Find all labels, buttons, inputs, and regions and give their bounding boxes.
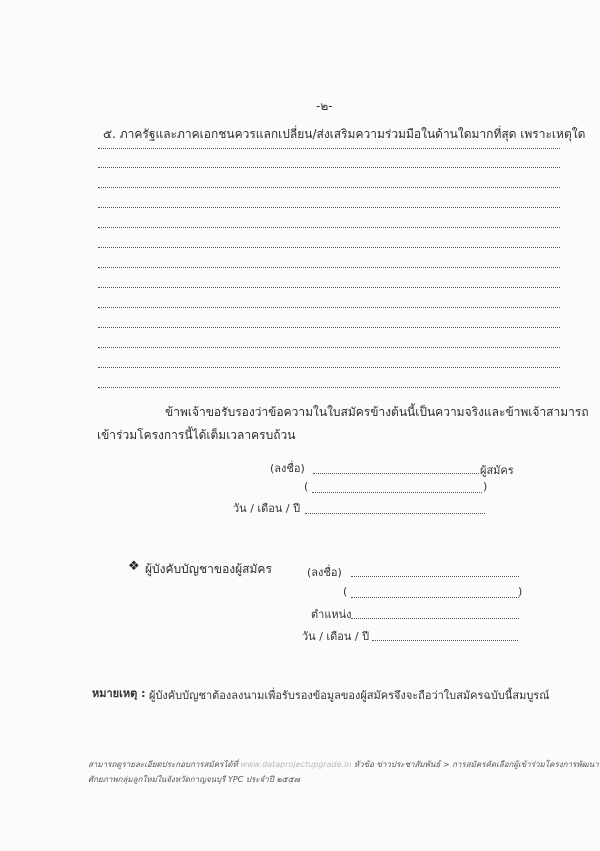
answer-line[interactable] [98, 347, 560, 348]
question-5: ๕. ภาครัฐและภาคเอกชนควรแลกเปลี่ยน/ส่งเสริมความร่วมมือในด้านใดมากที่สุด เพราะเหตุใด [103, 127, 586, 141]
supervisor-heading: ผู้บังคับบัญชาของผู้สมัคร [145, 562, 272, 576]
footer-line-2: ศักยภาพกลุ่มลูกใหม่ในจังหวัดกาญจนบุรี YPC ประจำปี ๒๕๕๗ [88, 775, 300, 784]
supervisor-date-field[interactable] [372, 640, 518, 641]
answer-line[interactable] [98, 267, 560, 268]
supervisor-name-open-paren: ( [343, 585, 348, 598]
supervisor-sign-label: (ลงชื่อ) [307, 566, 342, 579]
answer-line[interactable] [98, 167, 560, 168]
applicant-role-label: ผู้สมัคร [480, 464, 514, 477]
answer-line[interactable] [98, 187, 560, 188]
supervisor-name-close-paren: ) [518, 585, 523, 598]
applicant-date-field[interactable] [305, 513, 485, 514]
answer-line[interactable] [98, 227, 560, 228]
supervisor-name-field[interactable] [351, 597, 519, 598]
supervisor-signature-field[interactable] [351, 576, 519, 577]
answer-line[interactable] [98, 207, 560, 208]
applicant-signature-field[interactable] [313, 473, 479, 474]
footer-line-1-end: หัวข้อ ข่าวประชาสัมพันธ์ > การสมัครคัดเลือกผู้เข้าร่วมโครงการพัฒนา [353, 760, 599, 769]
declaration-line-2: เข้าร่วมโครงการนี้ได้เต็มเวลาครบถ้วน [97, 428, 296, 442]
note-text: ผู้บังคับบัญชาต้องลงนามเพื่อรับรองข้อมูลของผู้สมัครจึงจะถือว่าใบสมัครฉบับนี้สมบูรณ์ [149, 689, 550, 702]
supervisor-position-field[interactable] [351, 618, 519, 619]
applicant-name-open-paren: ( [304, 480, 309, 493]
footer-faint-url[interactable]: www.dataprojectupgrade.in [240, 760, 352, 769]
answer-line[interactable] [98, 307, 560, 308]
answer-line[interactable] [98, 387, 560, 388]
applicant-name-close-paren: ) [483, 480, 488, 493]
declaration-line-1: ข้าพเจ้าขอรับรองว่าข้อความในใบสมัครข้างต้นนี้เป็นความจริงและข้าพเจ้าสามารถ [165, 405, 589, 419]
answer-line[interactable] [98, 247, 560, 248]
diamond-bullet-icon: ❖ [128, 559, 140, 574]
applicant-sign-label: (ลงชื่อ) [270, 462, 305, 475]
note-label: หมายเหตุ : [92, 687, 146, 700]
applicant-date-label: วัน / เดือน / ปี [233, 502, 301, 515]
answer-line[interactable] [98, 327, 560, 328]
footer-line-1-start: สามารถดูรายละเอียดประกอบการสมัครได้ที่ [88, 760, 238, 769]
page-number: -๒- [316, 99, 333, 113]
supervisor-date-label: วัน / เดือน / ปี [302, 630, 370, 643]
supervisor-position-label: ตำแหน่ง [311, 608, 352, 621]
footer-line-1 [88, 758, 599, 771]
applicant-name-field[interactable] [312, 492, 482, 493]
answer-line[interactable] [98, 148, 560, 149]
answer-line[interactable] [98, 287, 560, 288]
answer-line[interactable] [98, 367, 560, 368]
